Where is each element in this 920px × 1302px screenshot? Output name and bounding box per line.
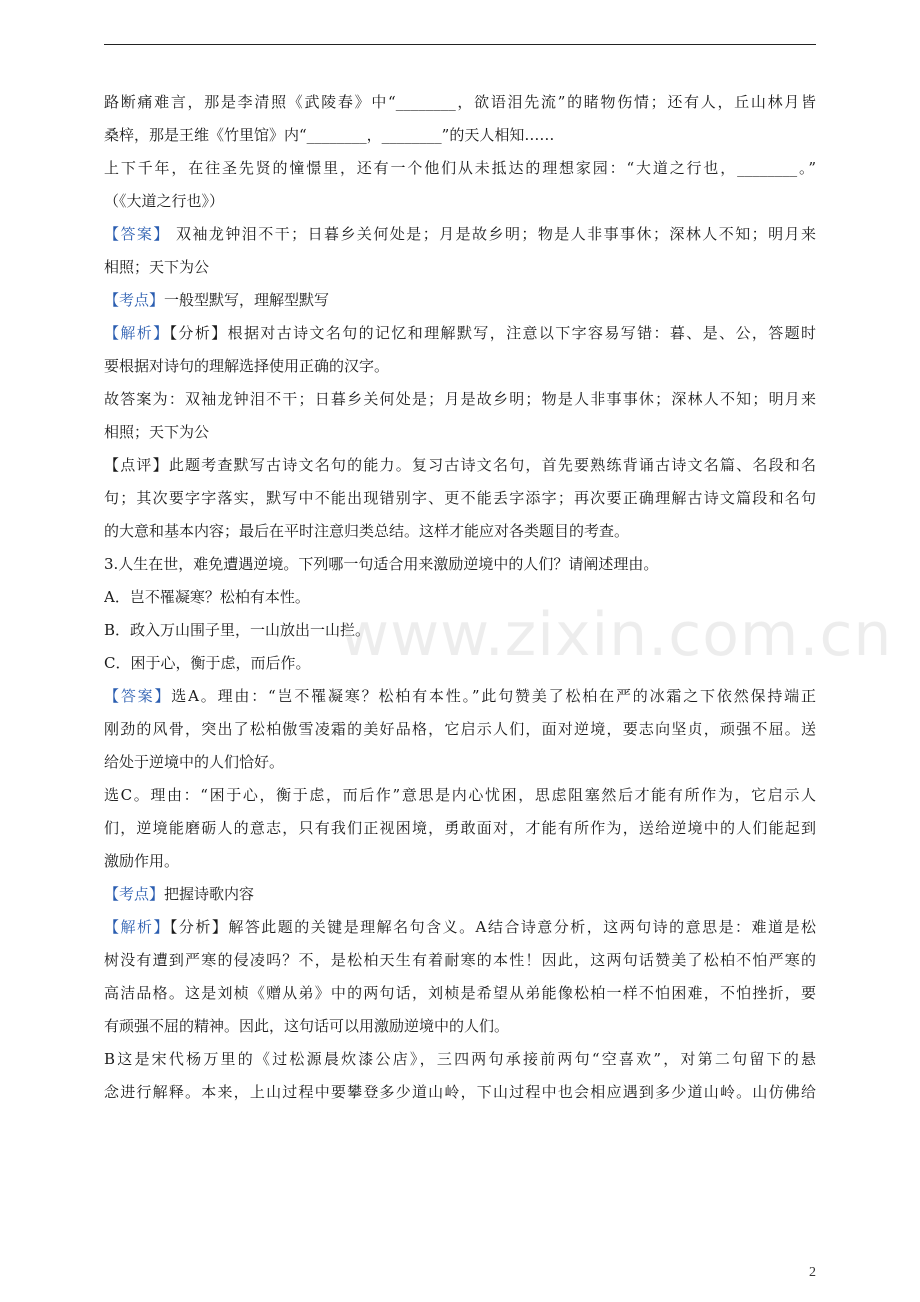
line-text: 【分析】根据对古诗文名句的记忆和理解默写，注意以下字容易写错：暮、是、公，答题时 xyxy=(169,324,816,342)
document-body xyxy=(104,86,816,1109)
line-text: 故答案为：双袖龙钟泪不干；日暮乡关何处是；月是故乡明；物是人非事事休；深林人不知；明月来 xyxy=(104,390,816,408)
section-tag: 【考点】 xyxy=(104,291,165,309)
line-text: 相照；天下为公 xyxy=(104,258,210,276)
line-text: 3.人生在世，难免遭遇逆境。下列哪一句适合用来激励逆境中的人们？请阐述理由。 xyxy=(104,555,659,573)
text-line xyxy=(104,812,816,845)
text-line xyxy=(104,515,816,548)
line-text: （《大道之行也》） xyxy=(104,192,225,210)
line-text: 桑梓，那是王维《竹里馆》内“________，________”的天人相知…… xyxy=(104,126,555,144)
line-text: 选A。理由：“岂不罹凝寒？松柏有本性。”此句赞美了松柏在严的冰霜之下依然保持端正 xyxy=(171,687,816,705)
text-line xyxy=(104,317,816,350)
text-line xyxy=(104,845,816,878)
line-text: 的大意和基本内容；最后在平时注意归类总结。这样才能应对各类题目的考查。 xyxy=(104,522,630,540)
text-line xyxy=(104,911,816,944)
line-text: 双袖龙钟泪不干；日暮乡关何处是；月是故乡明；物是人非事事休；深林人不知；明月来 xyxy=(169,225,816,243)
line-text: 树没有遭到严寒的侵凌吗？不，是松柏天生有着耐寒的本性！因此，这两句话赞美了松柏不怕严寒的 xyxy=(104,951,816,969)
text-line xyxy=(104,152,816,185)
text-line xyxy=(104,416,816,449)
line-text: 【点评】此题考查默写古诗文名句的能力。复习古诗文名句，首先要熟练背诵古诗文名篇、名段和名 xyxy=(104,456,816,474)
section-tag: 【考点】 xyxy=(104,885,165,903)
text-line xyxy=(104,449,816,482)
text-line xyxy=(104,548,816,581)
header-rule xyxy=(104,44,816,45)
line-text: 念进行解释。本来，上山过程中要攀登多少道山岭，下山过程中也会相应遇到多少道山岭。山仿佛给 xyxy=(104,1083,816,1101)
line-text: B．政入万山围子里，一山放出一山拦。 xyxy=(104,621,371,639)
text-line xyxy=(104,713,816,746)
section-tag: 【答案】 xyxy=(104,225,170,243)
text-line xyxy=(104,284,816,317)
line-text: 高洁品格。这是刘桢《赠从弟》中的两句话，刘桢是希望从弟能像松柏一样不怕困难，不怕挫折，要 xyxy=(104,984,816,1002)
text-line xyxy=(104,680,816,713)
line-text: 刚劲的风骨，突出了松柏傲雪凌霜的美好品格，它启示人们，面对逆境，要志向坚贞，顽强不屈。送 xyxy=(104,720,816,738)
text-line xyxy=(104,746,816,779)
line-text: 把握诗歌内容 xyxy=(164,885,255,903)
text-line xyxy=(104,614,816,647)
line-text: 要根据对诗句的理解选择使用正确的汉字。 xyxy=(104,357,390,375)
text-line xyxy=(104,1076,816,1109)
section-tag: 【答案】 xyxy=(104,687,172,705)
watermark: www.zixin.com.cn xyxy=(340,600,893,670)
text-line xyxy=(104,185,816,218)
text-line xyxy=(104,119,816,152)
line-text: 句；其次要字字落实，默写中不能出现错别字、更不能丢字添字；再次要正确理解古诗文篇段和名句 xyxy=(104,489,816,507)
line-text: 激励作用。 xyxy=(104,852,180,870)
text-line xyxy=(104,251,816,284)
text-line xyxy=(104,86,816,119)
line-text: 路断痛难言，那是李清照《武陵春》中“________，欲语泪先流”的睹物伤情；还有人，丘山林月皆 xyxy=(104,93,816,111)
line-text: 有顽强不屈的精神。因此，这句话可以用激励逆境中的人们。 xyxy=(104,1017,510,1035)
line-text: C．困于心，衡于虑，而后作。 xyxy=(104,654,311,672)
text-line xyxy=(104,944,816,977)
section-tag: 【解析】 xyxy=(104,918,170,936)
text-line xyxy=(104,350,816,383)
page-number: 2 xyxy=(809,1265,816,1280)
line-text: 给处于逆境中的人们恰好。 xyxy=(104,753,285,771)
text-line xyxy=(104,878,816,911)
line-text: 上下千年，在往圣先贤的憧憬里，还有一个他们从未抵达的理想家园：“大道之行也，________。” xyxy=(104,159,816,177)
text-line xyxy=(104,1043,816,1076)
line-text: B这是宋代杨万里的《过松源晨炊漆公店》，三四两句承接前两句“空喜欢”，对第二句留下的悬 xyxy=(104,1050,816,1068)
text-line xyxy=(104,977,816,1010)
line-text: 们，逆境能磨砺人的意志，只有我们正视困境，勇敢面对，才能有所作为，送给逆境中的人们能起到 xyxy=(104,819,816,837)
line-text: 【分析】解答此题的关键是理解名句含义。A结合诗意分析，这两句诗的意思是：难道是松 xyxy=(169,918,816,936)
line-text: 一般型默写，理解型默写 xyxy=(164,291,330,309)
text-line xyxy=(104,647,816,680)
line-text: 相照；天下为公 xyxy=(104,423,210,441)
line-text: A．岂不罹凝寒？松柏有本性。 xyxy=(104,588,310,606)
text-line xyxy=(104,383,816,416)
text-line xyxy=(104,1010,816,1043)
text-line xyxy=(104,581,816,614)
text-line xyxy=(104,482,816,515)
section-tag: 【解析】 xyxy=(104,324,170,342)
text-line xyxy=(104,218,816,251)
line-text: 选C。理由：“困于心，衡于虑，而后作”意思是内心忧困，思虑阻塞然后才能有所作为，它启示人 xyxy=(104,786,816,804)
text-line xyxy=(104,779,816,812)
